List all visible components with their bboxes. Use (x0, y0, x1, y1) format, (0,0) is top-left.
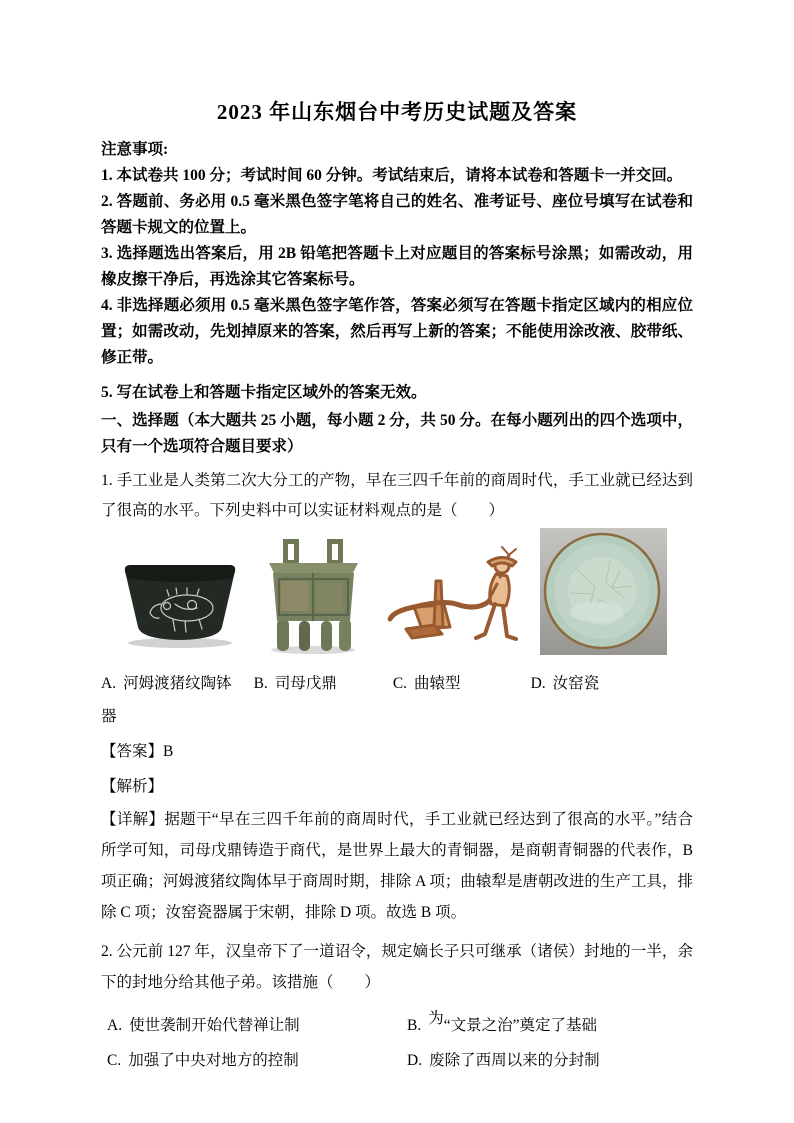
answer-line (101, 735, 693, 768)
figure-caption-a: 河姆渡猪纹陶钵 (123, 675, 232, 692)
question-2-options (101, 1010, 693, 1077)
question-2-option-a (107, 1010, 407, 1042)
celadon-plate-image (540, 528, 667, 660)
notice-item-5: 5. 写在试卷上和答题卡指定区域外的答案无效。 (101, 384, 427, 401)
bronze-ding-image (261, 535, 366, 660)
figure-caption-d: 汝窑瓷器 (101, 675, 600, 725)
option-text-a: 使世袭制开始代替禅让制 (129, 1017, 300, 1034)
notice-item-1: 1. 本试卷共 100 分；考试时间 60 分钟。考试结束后，请将本试卷和答题卡一并交回。 (101, 167, 683, 184)
pottery-bowl-image (115, 557, 245, 654)
answer-tag: 【答案】 (101, 743, 164, 760)
answer-value: B (163, 743, 174, 760)
caption-gap (232, 687, 254, 688)
question-2-option-c (107, 1045, 407, 1077)
notice-item-2: 2. 答题前、务必用 0.5 毫米黑色签字笔将自己的姓名、准考证号、座位号填写在试卷和答题卡规文的位置上。 (101, 193, 693, 236)
question-2-option-b (407, 1010, 693, 1042)
option-label-d: D. (407, 1052, 423, 1069)
option-text-b: “文景之治”奠定了基础 (443, 1017, 597, 1034)
curved-plow-image (384, 541, 534, 658)
figure-caption-b: 司母戊鼎 (274, 675, 337, 692)
figure-label-c: C. (392, 675, 408, 692)
caption-gap (337, 687, 393, 688)
notice-item-4: 4. 非选择题必须用 0.5 毫米黑色签字笔作答，答案必须写在答题卡指定区域内的相应位置；如需改动，先划掉原来的答案，然后再写上新的答案；不能使用涂改液、胶带纸、修正带。 (101, 297, 693, 366)
figure-label-a: A. (101, 675, 117, 692)
figure-caption-c: 曲辕型 (414, 675, 461, 692)
page-title: 2023 年山东烟台中考历史试题及答案 (216, 100, 578, 124)
notice-heading: 注意事项: (101, 141, 169, 158)
question-1-captions (101, 667, 613, 733)
option-label-b: B. (407, 1017, 422, 1034)
analysis-tag: 【解析】 (101, 778, 164, 795)
option-label-c: C. (107, 1052, 122, 1069)
question-1-explanation: 【详解】据题干“早在三四千年前的商周时代，手工业就已经达到了很高的水平。”结合所学可知，司母戊鼎铸造于商代，是世界上最大的青铜器，是商朝青铜器的代表作，B 项正确；河姆渡猪纹陶体早于商周时期，排除 A 项；曲辕犁是唐朝改进的生产工具，排除 C 项；汝窑瓷器属于宋朝，排除 D 项。故选 B 项。 (101, 811, 693, 921)
question-1-stem: 1. 手工业是人类第二次大分工的产物，早在三四千年前的商周时代，手工业就已经达到了很高的水平。下列史料中可以实证材料观点的是（ ） (101, 472, 693, 519)
question-2-stem: 2. 公元前 127 年，汉皇帝下了一道诏令，规定嫡长子只可继承（诸侯）封地的一半，余下的封地分给其他子弟。该措施（ ） (101, 943, 693, 991)
notice-item-3: 3. 选择题选出答案后，用 2B 铅笔把答题卡上对应题目的答案标号涂黑；如需改动，用橡皮擦干净后，再选涂其它答案标号。 (101, 245, 693, 288)
section-one-heading: 一、选择题（本大题共 25 小题，每小题 2 分，共 50 分。在每小题列出的四个选项中，只有一个选项符合题目要求） (101, 412, 693, 455)
option-label-a: A. (107, 1017, 123, 1034)
option-b-raised-prefix: 为 (428, 1010, 444, 1027)
question-1-figures-row (101, 532, 693, 662)
figure-label-d: D. (530, 675, 546, 692)
caption-gap (461, 687, 531, 688)
option-text-c: 加强了中央对地方的控制 (128, 1052, 299, 1069)
analysis-line (101, 770, 693, 803)
question-2-option-d (407, 1045, 693, 1077)
figure-label-b: B. (253, 675, 268, 692)
option-text-d: 废除了西周以来的分封制 (429, 1052, 600, 1069)
